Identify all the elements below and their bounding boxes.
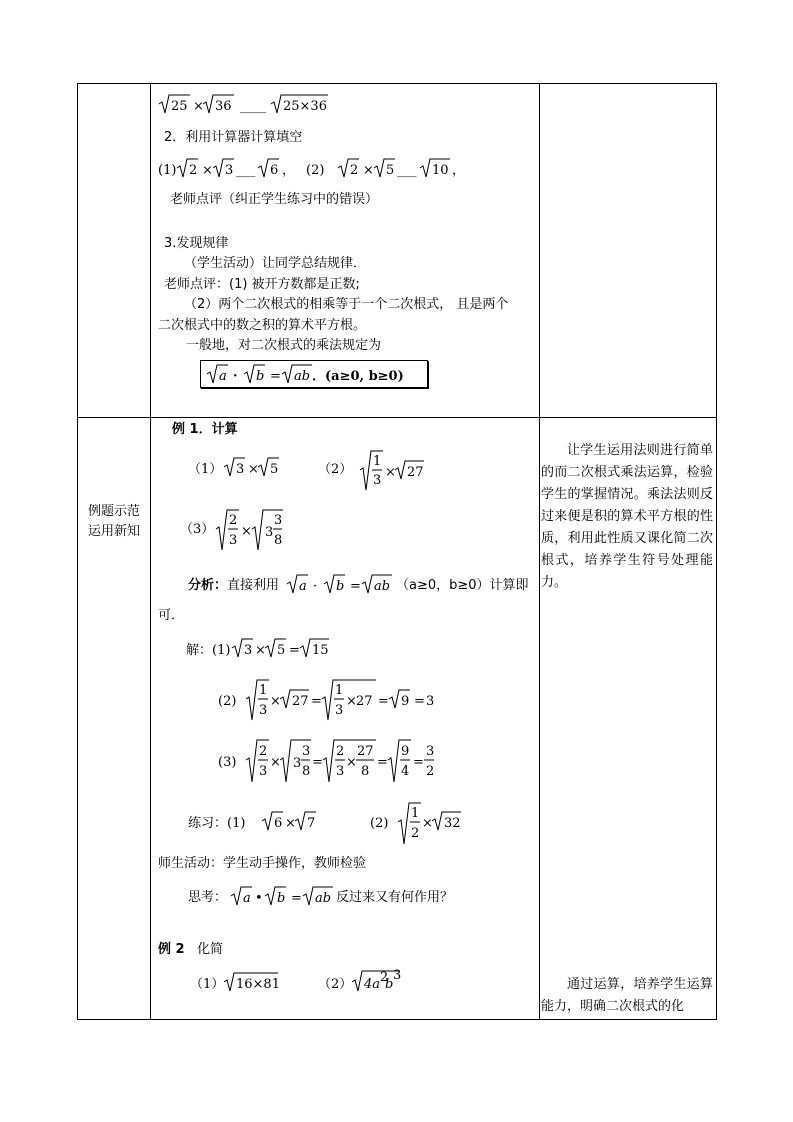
- svg-text:×: ×: [193, 99, 204, 114]
- analysis-condition: （a≥0，b≥0）计算即: [396, 578, 529, 593]
- column-divider: [150, 84, 151, 1019]
- svg-text:5: 5: [386, 163, 395, 178]
- svg-text:3: 3: [225, 163, 234, 178]
- svg-text:=: =: [270, 369, 281, 384]
- svg-text:(2): (2): [218, 694, 237, 709]
- svg-text:6: 6: [270, 163, 279, 178]
- svg-text:ab: ab: [374, 579, 391, 594]
- row-divider: [78, 417, 716, 418]
- svg-text:×: ×: [202, 163, 213, 178]
- svg-text:27: 27: [356, 694, 373, 709]
- svg-text:2: 2: [336, 744, 345, 759]
- formula-calc-fill: [158, 156, 478, 180]
- svg-text:32: 32: [444, 816, 461, 831]
- svg-text:2: 2: [350, 163, 359, 178]
- svg-text:4a: 4a: [364, 977, 381, 992]
- example1-q1-q2: [188, 450, 458, 494]
- svg-text:(2): (2): [306, 163, 325, 178]
- example2-title: 例 2 化简: [158, 942, 223, 957]
- solution-3: [218, 738, 468, 786]
- svg-text:×: ×: [248, 462, 259, 477]
- svg-text:9: 9: [401, 694, 410, 709]
- svg-text:27: 27: [357, 744, 374, 759]
- svg-text:2: 2: [411, 826, 420, 841]
- svg-text:1: 1: [259, 683, 268, 698]
- svg-text:•: •: [255, 891, 263, 906]
- svg-text:2: 2: [426, 764, 435, 779]
- svg-text:=: =: [312, 755, 323, 770]
- svg-text:×: ×: [285, 816, 296, 831]
- svg-text:ab: ab: [315, 891, 332, 906]
- svg-text:×: ×: [241, 524, 252, 539]
- svg-text:=: =: [378, 694, 389, 709]
- lesson-table: [77, 83, 717, 1020]
- svg-text:6: 6: [274, 816, 283, 831]
- svg-text:3: 3: [293, 756, 302, 771]
- svg-text:=: =: [350, 579, 361, 594]
- svg-text:3: 3: [426, 694, 435, 709]
- think-label: 思考：: [188, 890, 228, 905]
- svg-text:___: ___: [236, 163, 256, 178]
- svg-text:7: 7: [307, 816, 316, 831]
- svg-text:（3）: （3）: [180, 522, 215, 537]
- svg-text:16×81: 16×81: [236, 977, 280, 992]
- svg-text:，: ，: [452, 163, 466, 178]
- svg-text:3: 3: [335, 703, 344, 718]
- svg-text:25: 25: [171, 99, 188, 114]
- svg-text:2: 2: [380, 970, 389, 985]
- analysis-formula: [286, 572, 406, 596]
- item2-text: 2．利用计算器计算填空: [164, 130, 303, 145]
- svg-text:=: =: [311, 694, 322, 709]
- svg-text:，: ，: [282, 163, 296, 178]
- svg-text:=: =: [414, 694, 425, 709]
- svg-text:36: 36: [215, 99, 232, 114]
- svg-text:25×36: 25×36: [283, 99, 327, 114]
- svg-text:3: 3: [229, 533, 238, 548]
- svg-text:(2): (2): [370, 816, 389, 831]
- svg-text:5: 5: [270, 462, 279, 477]
- svg-text:3: 3: [265, 525, 274, 540]
- svg-text:3: 3: [236, 462, 245, 477]
- svg-text:27: 27: [292, 694, 309, 709]
- svg-text:2: 2: [189, 163, 198, 178]
- svg-text:3: 3: [302, 744, 311, 759]
- svg-text:b: b: [277, 891, 286, 906]
- practice-problems: [188, 802, 488, 848]
- svg-text:．(a≥0, b≥0): ．(a≥0, b≥0): [312, 369, 404, 384]
- svg-text:（1）: （1）: [188, 462, 223, 477]
- teaching-note-1: 让学生运用法则进行简单的而二次根式乘法运算，检验学生的掌握情况。乘法法则反过来便是积的算术平方根的性质，利用此性质又课化简二次根式，培养学生符号处理能力。: [541, 443, 713, 590]
- teaching-note-2: 通过运算，培养学生运算能力，明确二次根式的化: [541, 977, 713, 1014]
- rule-point-2b: 二次根式中的数之积的算术平方根。: [158, 318, 367, 333]
- svg-text:练习：(1): 练习：(1): [188, 816, 246, 831]
- svg-text:ab: ab: [294, 369, 311, 384]
- svg-text:4: 4: [401, 764, 410, 779]
- svg-text:×: ×: [346, 694, 357, 709]
- svg-text:___: ___: [397, 163, 417, 178]
- svg-text:3: 3: [259, 764, 268, 779]
- svg-text:27: 27: [407, 465, 424, 480]
- svg-text:8: 8: [302, 764, 311, 779]
- svg-text:a: a: [299, 579, 307, 594]
- svg-text:×: ×: [346, 755, 357, 770]
- teacher-comment-2: 老师点评：(1) 被开方数都是正数;: [164, 277, 360, 292]
- svg-text:（2）: （2）: [318, 462, 353, 477]
- svg-text:b: b: [385, 977, 394, 992]
- item3-text: 3.发现规律: [164, 236, 229, 251]
- multiplication-rule-formula: [206, 362, 426, 386]
- svg-text:2: 2: [259, 744, 268, 759]
- svg-text:（2）: （2）: [318, 977, 353, 992]
- svg-text:=: =: [289, 643, 300, 658]
- example1-title: 例 1．计算: [172, 422, 238, 437]
- svg-text:×: ×: [422, 816, 433, 831]
- svg-text:=: =: [377, 755, 388, 770]
- analysis-line-start: 分析：直接利用: [188, 578, 280, 593]
- analysis-continuation: 可．: [158, 608, 185, 623]
- svg-text:a: a: [219, 369, 227, 384]
- think-question: 反过来又有何作用？: [336, 890, 454, 905]
- svg-text:(1): (1): [158, 163, 177, 178]
- svg-text:1: 1: [373, 454, 382, 469]
- svg-text:____: ____: [240, 99, 266, 114]
- example1-q3: [180, 508, 300, 554]
- svg-text:a: a: [243, 891, 251, 906]
- svg-text:2: 2: [229, 513, 238, 528]
- svg-text:×: ×: [270, 694, 281, 709]
- student-activity: （学生活动）让同学总结规律．: [184, 256, 367, 271]
- svg-text:5: 5: [277, 643, 286, 658]
- teacher-comment: 老师点评（纠正学生练习中的错误）: [170, 192, 379, 207]
- svg-text:3: 3: [336, 764, 345, 779]
- formula-25-36: [158, 92, 358, 116]
- svg-text:3: 3: [259, 703, 268, 718]
- svg-text:=: =: [413, 755, 424, 770]
- teacher-student-activity: 师生活动：学生动手操作，教师检验: [158, 856, 367, 871]
- svg-text:3: 3: [244, 643, 253, 658]
- svg-text:15: 15: [312, 643, 329, 658]
- svg-text:3: 3: [373, 473, 382, 488]
- svg-text:=: =: [291, 891, 302, 906]
- svg-text:b: b: [336, 579, 345, 594]
- svg-text:8: 8: [361, 764, 370, 779]
- svg-text:×: ×: [255, 643, 266, 658]
- svg-text:3: 3: [426, 744, 435, 759]
- svg-text:（1）: （1）: [190, 977, 225, 992]
- svg-text:×: ×: [385, 465, 396, 480]
- example2-problems: [190, 968, 450, 994]
- svg-text:8: 8: [274, 533, 283, 548]
- svg-text:×: ×: [270, 755, 281, 770]
- svg-text:9: 9: [401, 744, 410, 759]
- svg-text:3: 3: [274, 513, 283, 528]
- column-divider: [539, 84, 540, 1019]
- solution-2: [218, 678, 448, 724]
- svg-text:10: 10: [432, 163, 449, 178]
- svg-text:3: 3: [393, 968, 402, 983]
- sidebar-section-label: 例题示范 运用新知: [87, 504, 140, 539]
- svg-text:1: 1: [411, 806, 420, 821]
- svg-text:·: ·: [233, 369, 238, 384]
- generally-text: 一般地，对二次根式的乘法规定为: [186, 338, 382, 353]
- rule-point-2a: （2）两个二次根式的相乘等于一个二次根式， 且是两个: [184, 297, 509, 312]
- svg-text:解：(1): 解：(1): [186, 643, 231, 658]
- svg-text:1: 1: [335, 683, 344, 698]
- svg-text:b: b: [256, 369, 265, 384]
- svg-text:(3): (3): [218, 755, 237, 770]
- svg-text:×: ×: [363, 163, 374, 178]
- svg-text:·: ·: [313, 579, 318, 594]
- solution-1: [186, 636, 386, 660]
